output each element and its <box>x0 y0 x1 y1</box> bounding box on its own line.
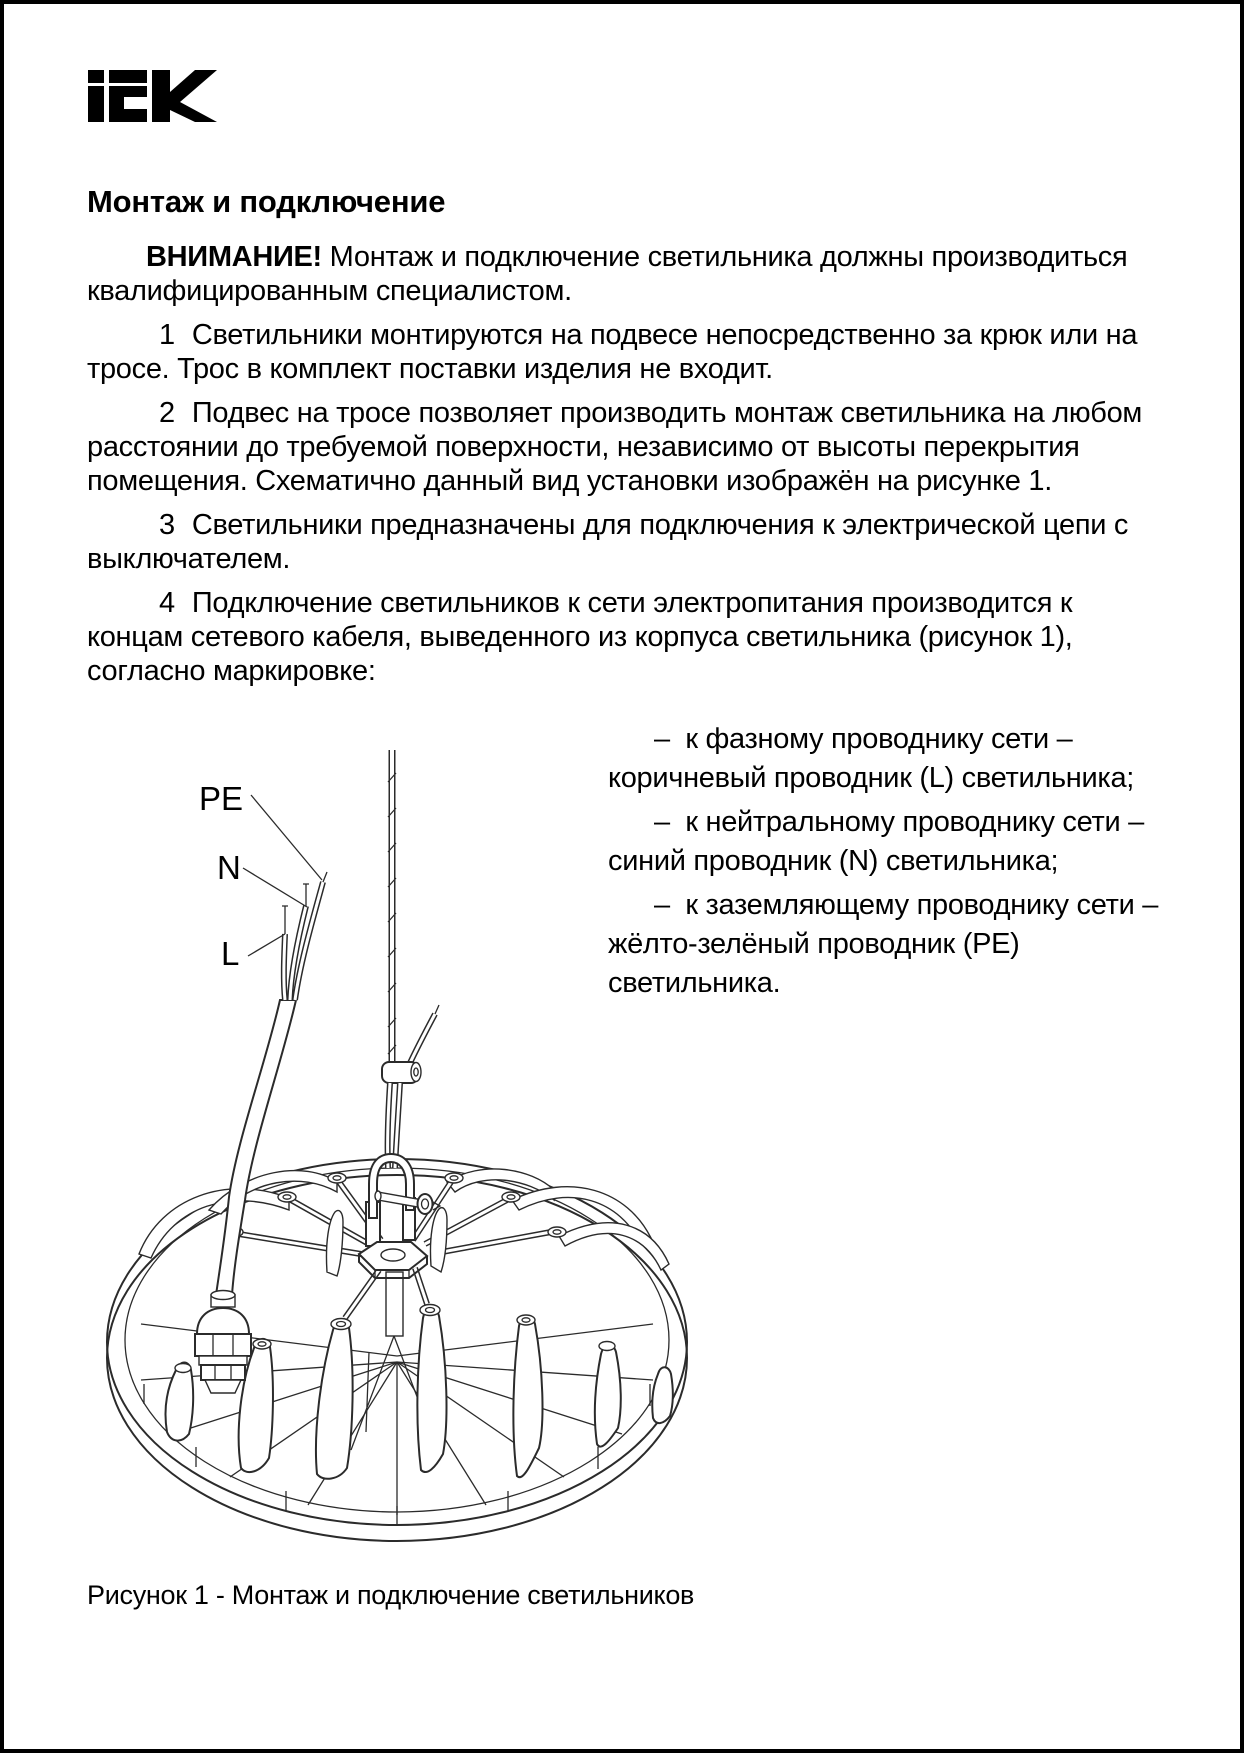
paragraph-2-number: 2 <box>159 397 175 429</box>
wiring-item-neutral: – к нейтральному проводнику сети – синий проводник (N) светильника; <box>608 806 1152 877</box>
paragraph-2 <box>87 396 1149 498</box>
hook-pin-head <box>418 1194 433 1214</box>
hook-pin <box>378 1192 423 1208</box>
paragraph-4-text: Подключение светильников к сети электропитания производится к концам сетевого кабеля, выведенного из корпуса светильника (рисунок 1), согласно маркировке: <box>87 587 1073 687</box>
paragraph-1-text: Светильники монтируются на подвесе непосредственно за крюк или на тросе. Трос в комплект поставки изделия не входит. <box>87 319 1138 385</box>
paragraph-1-number: 1 <box>159 319 175 351</box>
iek-logo <box>87 64 219 124</box>
figure-caption: Рисунок 1 - Монтаж и подключение светильников <box>87 1580 695 1610</box>
body-text <box>87 240 1149 698</box>
figure-1 <box>79 732 699 1592</box>
warning-text: Монтаж и подключение светильника должны производиться квалифицированным специалистом. <box>87 241 1128 307</box>
paragraph-3 <box>87 508 1149 576</box>
suspension-hook <box>366 1154 440 1246</box>
paragraph-3-text: Светильники предназначены для подключения к электрической цепи с выключателем. <box>87 509 1129 575</box>
page-title: Монтаж и подключение <box>87 184 446 219</box>
wiring-item-phase: – к фазному проводнику сети – коричневый проводник (L) светильника; <box>608 723 1135 794</box>
paragraph-4 <box>87 586 1149 688</box>
label-l: L <box>221 935 240 972</box>
iek-logo-glyphs <box>88 70 217 122</box>
label-n: N <box>217 849 241 886</box>
leader-pe <box>251 795 322 880</box>
paragraph-4-number: 4 <box>159 587 175 619</box>
paragraph-1 <box>87 318 1149 386</box>
cable-gland <box>195 1291 251 1394</box>
hook-arch <box>369 1154 414 1218</box>
leader-n <box>243 868 307 907</box>
wiring-item-earth: – к заземляющему проводнику сети – жёлто-зелёный проводник (PE) светильника. <box>608 889 1166 999</box>
wire-l <box>282 906 288 1000</box>
paragraph-2-text: Подвес на тросе позволяет производить монтаж светильника на любом расстоянии до требуемой поверхности, независимо от высоты перекрытия помещения. Схематично данный вид установки изображён на рисунке 1. <box>87 397 1143 497</box>
leader-l <box>248 934 285 956</box>
warning-lead: ВНИМАНИЕ! <box>146 241 322 273</box>
mains-cable <box>216 1000 296 1295</box>
stripped-wires <box>282 872 327 1000</box>
luminaire-figure-drawing <box>79 732 699 1592</box>
suspension-rope <box>382 750 439 1168</box>
paragraph-warning <box>87 240 1149 308</box>
hub-hole <box>381 1249 405 1261</box>
label-pe: PE <box>199 780 244 817</box>
paragraph-3-number: 3 <box>159 509 175 541</box>
